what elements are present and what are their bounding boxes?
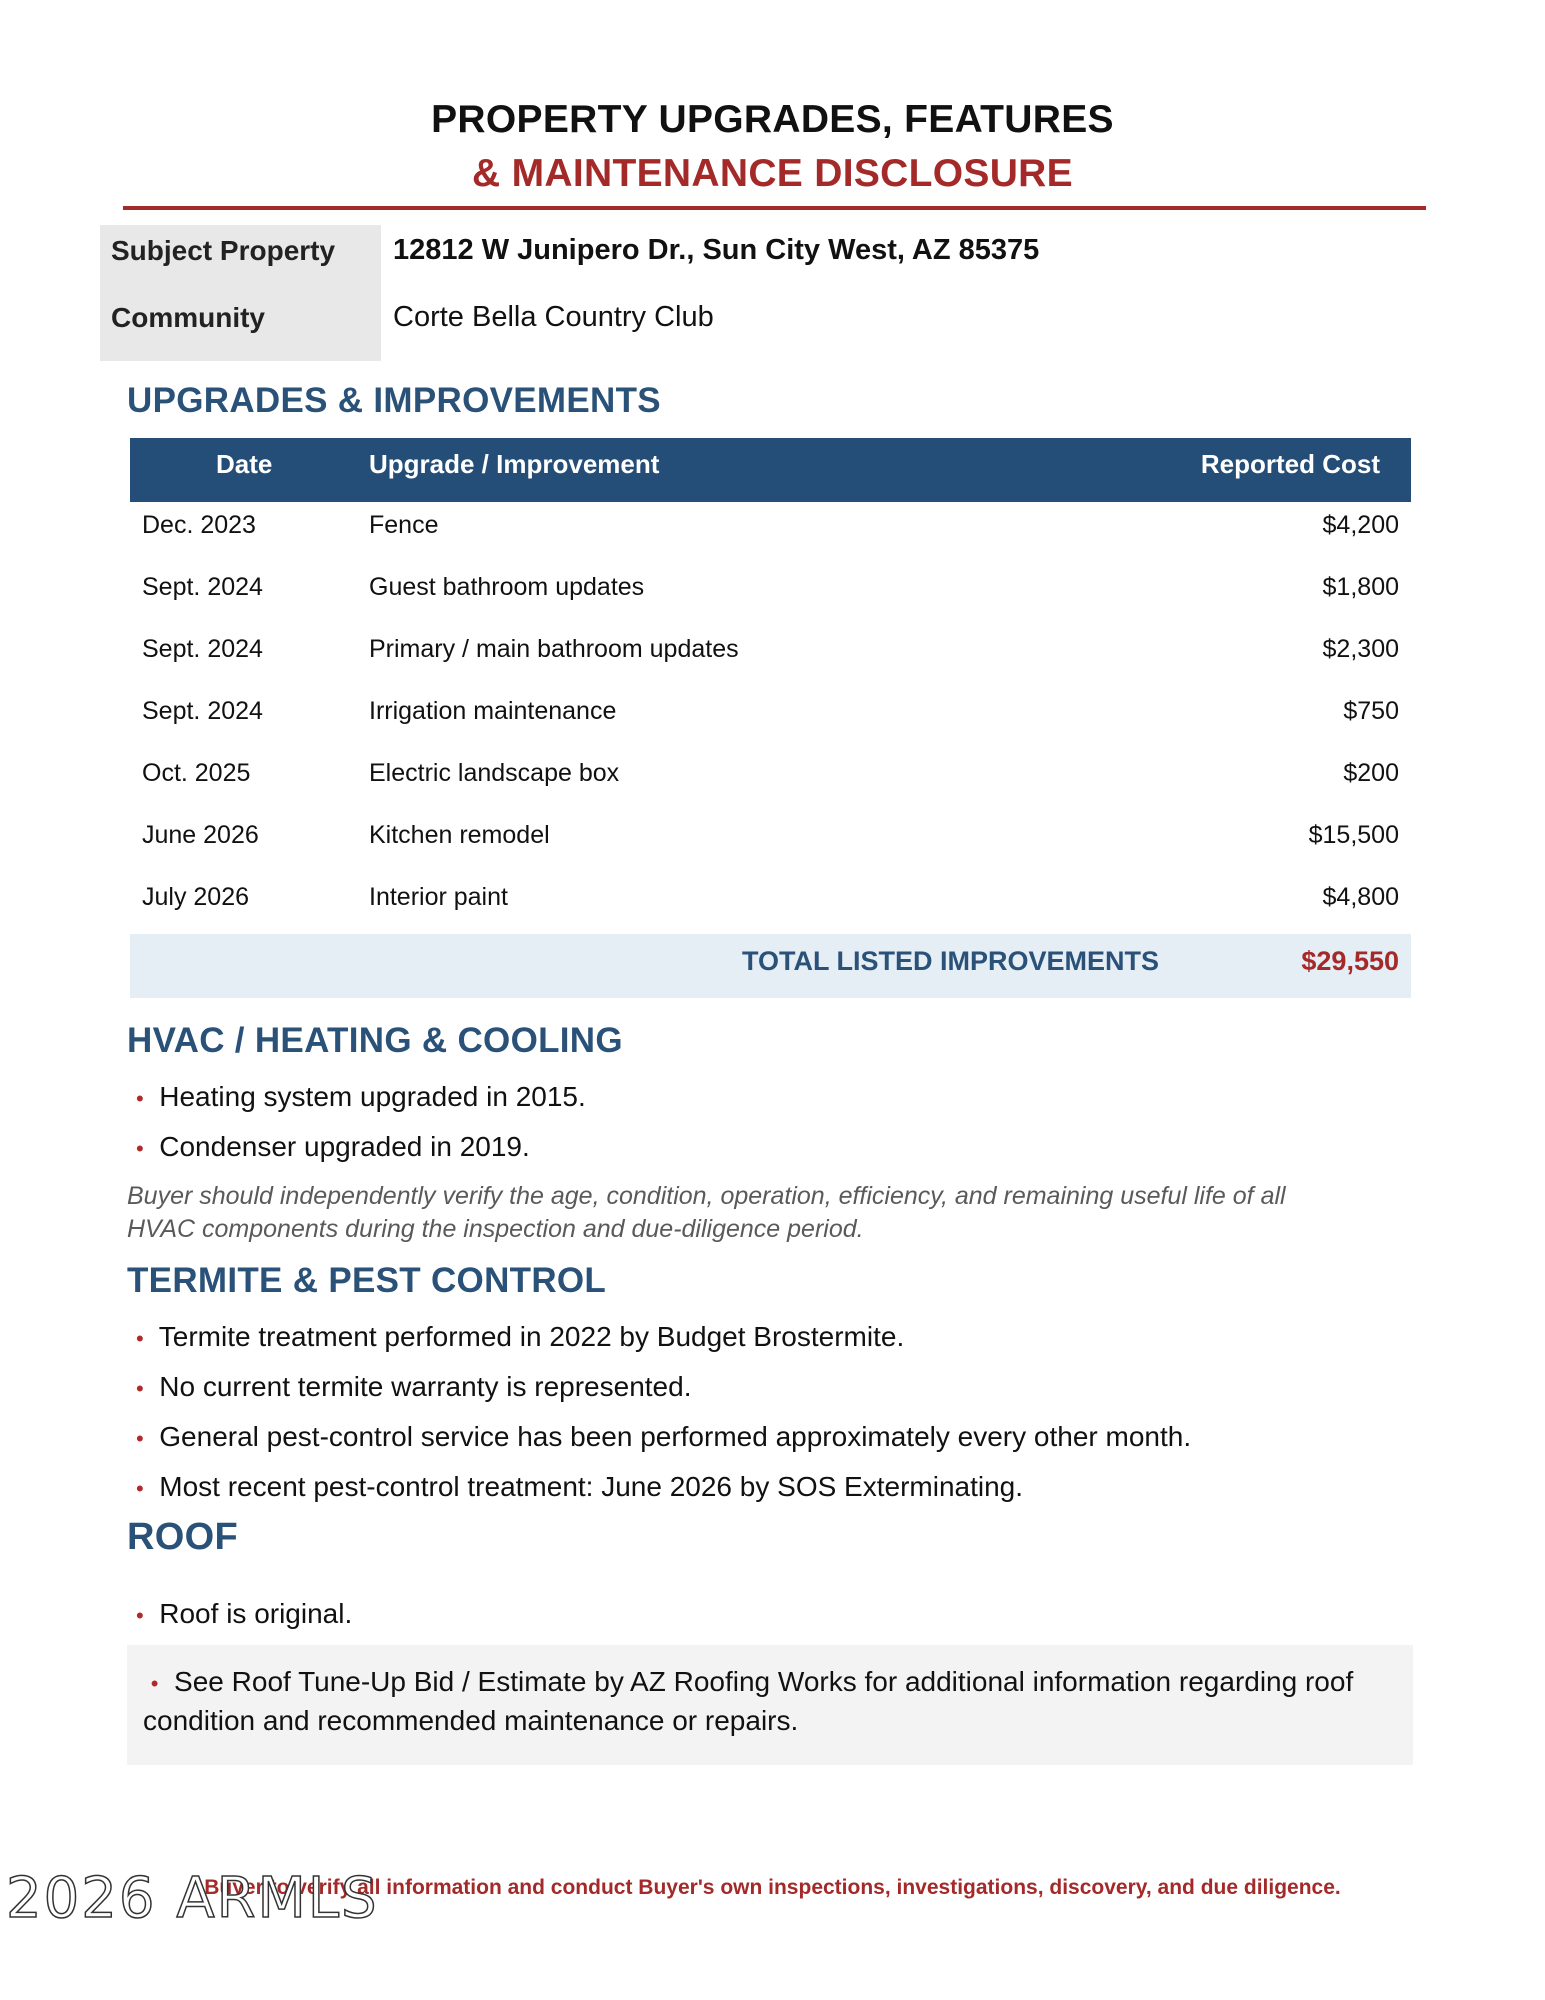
column-header-date: Date: [216, 449, 273, 479]
list-item: [136, 1321, 904, 1353]
column-header-cost: Reported Cost: [1200, 449, 1380, 479]
bullet-icon: •: [136, 1136, 144, 1161]
list-item-text: Termite treatment performed in 2022 by Budget Brostermite.: [158, 1321, 905, 1352]
row-cost: $4,200: [1322, 511, 1399, 539]
document-title-line-1: PROPERTY UPGRADES, FEATURES: [431, 98, 1114, 141]
list-item-text: No current termite warranty is represented.: [159, 1371, 692, 1402]
roof-callout-text: [143, 1663, 1403, 1739]
subject-property-label: Subject Property: [111, 235, 336, 266]
row-date: Oct. 2025: [142, 759, 251, 787]
row-date: Sept. 2024: [142, 697, 263, 725]
roof-heading: ROOF: [127, 1516, 238, 1558]
row-date: Sept. 2024: [142, 635, 263, 663]
row-cost: $750: [1343, 697, 1399, 725]
hvac-note-line-2: HVAC components during the inspection and due-diligence period.: [127, 1215, 864, 1243]
termite-heading: TERMITE & PEST CONTROL: [127, 1261, 607, 1300]
row-item: Kitchen remodel: [369, 821, 550, 849]
row-item: Fence: [369, 511, 439, 539]
table-row: [0, 511, 1545, 573]
list-item: [136, 1471, 1023, 1503]
community-label: Community: [111, 302, 265, 333]
row-item: Primary / main bathroom updates: [369, 635, 739, 663]
row-cost: $4,800: [1322, 883, 1399, 911]
row-item: Guest bathroom updates: [369, 573, 645, 601]
table-row: [0, 635, 1545, 697]
row-item: Irrigation maintenance: [369, 697, 617, 725]
row-item: Interior paint: [369, 883, 508, 911]
bullet-icon: •: [136, 1603, 144, 1628]
callout-line-2: condition and recommended maintenance or repairs.: [143, 1705, 799, 1736]
list-item: [136, 1421, 1191, 1453]
bullet-icon: •: [136, 1426, 144, 1451]
row-date: June 2026: [142, 821, 259, 849]
list-item: [136, 1371, 691, 1403]
table-row: [0, 697, 1545, 759]
list-item: [136, 1598, 352, 1630]
column-header-upgrade: Upgrade / Improvement: [369, 449, 660, 479]
row-cost: $200: [1343, 759, 1399, 787]
row-date: July 2026: [142, 883, 250, 911]
callout-line-1: See Roof Tune-Up Bid / Estimate by AZ Roofing Works for additional information regarding roof: [174, 1666, 1354, 1697]
bullet-icon: •: [136, 1376, 144, 1401]
footer-disclaimer: Buyer to verify all information and conduct Buyer's own inspections, investigations, discovery, and due diligence.: [204, 1876, 1341, 1899]
community-value: Corte Bella Country Club: [393, 301, 714, 333]
hvac-heading: HVAC / HEATING & COOLING: [127, 1021, 623, 1060]
list-item: [136, 1131, 530, 1163]
row-date: Dec. 2023: [142, 511, 256, 539]
upgrades-heading: UPGRADES & IMPROVEMENTS: [127, 381, 661, 420]
row-cost: $2,300: [1322, 635, 1399, 663]
table-row: [0, 573, 1545, 635]
list-item: [136, 1081, 586, 1113]
list-item-text: Most recent pest-control treatment: June 2026 by SOS Exterminating.: [159, 1471, 1024, 1502]
row-cost: $1,800: [1322, 573, 1399, 601]
list-item-text: General pest-control service has been performed approximately every other month.: [159, 1421, 1192, 1452]
subject-property-value: 12812 W Junipero Dr., Sun City West, AZ 85375: [393, 234, 1040, 266]
bullet-icon: •: [136, 1476, 144, 1501]
title-divider: [123, 206, 1426, 210]
row-item: Electric landscape box: [369, 759, 620, 787]
bullet-icon: •: [136, 1086, 144, 1111]
list-item-text: Heating system upgraded in 2015.: [159, 1081, 586, 1112]
row-cost: $15,500: [1308, 821, 1399, 849]
hvac-note-line-1: Buyer should independently verify the age, condition, operation, efficiency, and remaining useful life of all: [127, 1182, 1286, 1210]
watermark: 2026 ARMLS: [6, 1866, 379, 1931]
list-item-text: Roof is original.: [159, 1598, 353, 1629]
list-item-text: Condenser upgraded in 2019.: [159, 1131, 530, 1162]
document-title-line-2: & MAINTENANCE DISCLOSURE: [472, 152, 1073, 195]
bullet-icon: •: [136, 1326, 144, 1351]
total-value: $29,550: [1301, 946, 1399, 976]
bullet-icon: •: [150, 1671, 159, 1696]
total-label: TOTAL LISTED IMPROVEMENTS: [741, 946, 1159, 976]
table-row: [0, 759, 1545, 821]
row-date: Sept. 2024: [142, 573, 263, 601]
table-row: [0, 821, 1545, 883]
